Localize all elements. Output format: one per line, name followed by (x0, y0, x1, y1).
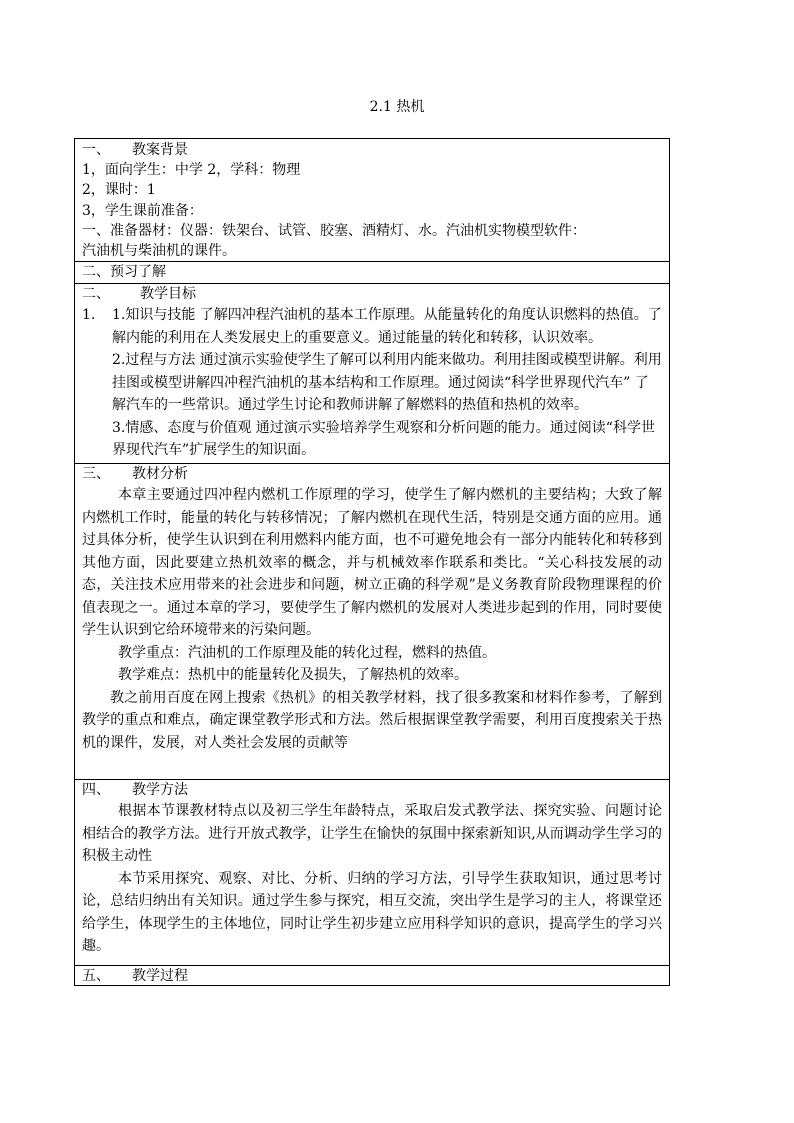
learning-method-paragraph: 本节采用探究、观察、对比、分析、归纳的学习方法，引导学生获取知识，通过思考讨论，总结归纳出有关知识。通过学生参与探究，相互交流，突出学生是学习的主人，将课堂还给学生，体现学生的主体地位，同时让学生初步建立应用科学知识的意识，提高学生的学习兴趣。 (82, 870, 662, 955)
document-title: 2.1 热机 (369, 99, 425, 115)
section-heading (82, 780, 662, 800)
text-line: 汽油机与柴油机的课件。 (82, 243, 236, 260)
objective-attitude: 3.情感、态度与价值观 通过演示实验培养学生观察和分析问题的能力。通过阅读“科学世界现代汽车”扩展学生的知识面。 (112, 419, 655, 459)
section-number: 三、 (82, 465, 110, 482)
section-material-analysis (75, 463, 669, 779)
section-title: 教案背景 (132, 142, 188, 158)
preparation-paragraph: 教之前用百度在网上搜索《热机》的相关教学材料，找了很多教案和材料作参考，了解到教学的重点和难点，确定课堂教学形式和方法。然后根据课堂教学需要，利用百度搜索关于热机的课件，发展，对人类社会发展的贡献等 (82, 689, 662, 751)
section-number: 一、 (82, 142, 110, 158)
section-number: 四、 (82, 781, 110, 798)
section-title: 教学过程 (132, 967, 188, 984)
lesson-plan-table (74, 138, 670, 986)
section-background (75, 139, 669, 261)
analysis-paragraph: 本章主要通过四冲程内燃机工作原理的学习，使学生了解内燃机的主要结构；大致了解内燃机工作时，能量的转化与转移情况；了解内燃机在现代生活，特别是交通方面的应用。通过具体分析，使学生认识到在利用燃料内能方面，也不可避免地会有一部分内能转化和转移到其他方面，因此要建立热机效率的概念，并与机械效率作联系和类比。“关心科技发展的动态，关注技术应用带来的社会进步和问题，树立正确的科学观”是义务教育阶段物理课程的价值表现之一。通过本章的学习，要使学生了解内燃机的发展对人类进步起到的作用，同时要使学生认识到它给环境带来的污染问题。 (82, 487, 662, 639)
section-teaching-method (75, 779, 669, 965)
section-number: 二、 (82, 286, 110, 303)
key-point: 教学重点：汽油机的工作原理及能的转化过程，燃料的热值。 (118, 644, 496, 661)
list-number: 1. (82, 307, 96, 324)
method-paragraph: 根据本节课教材特点以及初三学生年龄特点，采取启发式教学法、探究实验、问题讨论相结合的教学方法。进行开放式教学，让学生在愉快的氛围中探索新知识,从而调动学生学习的积极主动性 (82, 803, 662, 865)
text-line: 一、准备器材：仪器：铁架台、试管、胶塞、酒精灯、水。汽油机实物模型软件： (82, 222, 586, 239)
difficulty-point: 教学难点：热机中的能量转化及损失，了解热机的效率。 (118, 667, 468, 684)
text-line: 3，学生课前准备： (82, 202, 203, 219)
text-line: 二、预习了解 (82, 264, 166, 281)
section-teaching-process (75, 965, 669, 985)
section-objectives (75, 283, 669, 463)
section-title: 教学方法 (132, 781, 188, 798)
section-title: 教学目标 (140, 286, 196, 303)
text-line: 2，课时：1 (82, 182, 156, 199)
section-heading (82, 464, 662, 484)
section-title: 教材分析 (132, 465, 188, 482)
section-heading (82, 966, 662, 986)
section-heading (82, 284, 662, 304)
objective-process: 2.过程与方法 通过演示实验使学生了解可以利用内能来做功。利用挂图或模型讲解。利用挂图或模型讲解四冲程汽油机的基本结构和工作原理。通过阅读“科学世界现代汽车” 了解汽车的一些常识。通过学生讨论和教师讲解了解燃料的热值和热机的效率。 (112, 352, 662, 414)
objective-list (82, 304, 662, 462)
section-number: 五、 (82, 967, 110, 984)
section-heading (82, 140, 662, 160)
text-line: 1，面向学生：中学 2，学科：物理 (82, 162, 301, 179)
preview-row (75, 261, 669, 283)
objective-knowledge: 1.知识与技能 了解四冲程汽油机的基本工作原理。从能量转化的角度认识燃料的热值。了解内能的利用在人类发展史上的重要意义。通过能量的转化和转移，认识效率。 (112, 307, 662, 346)
